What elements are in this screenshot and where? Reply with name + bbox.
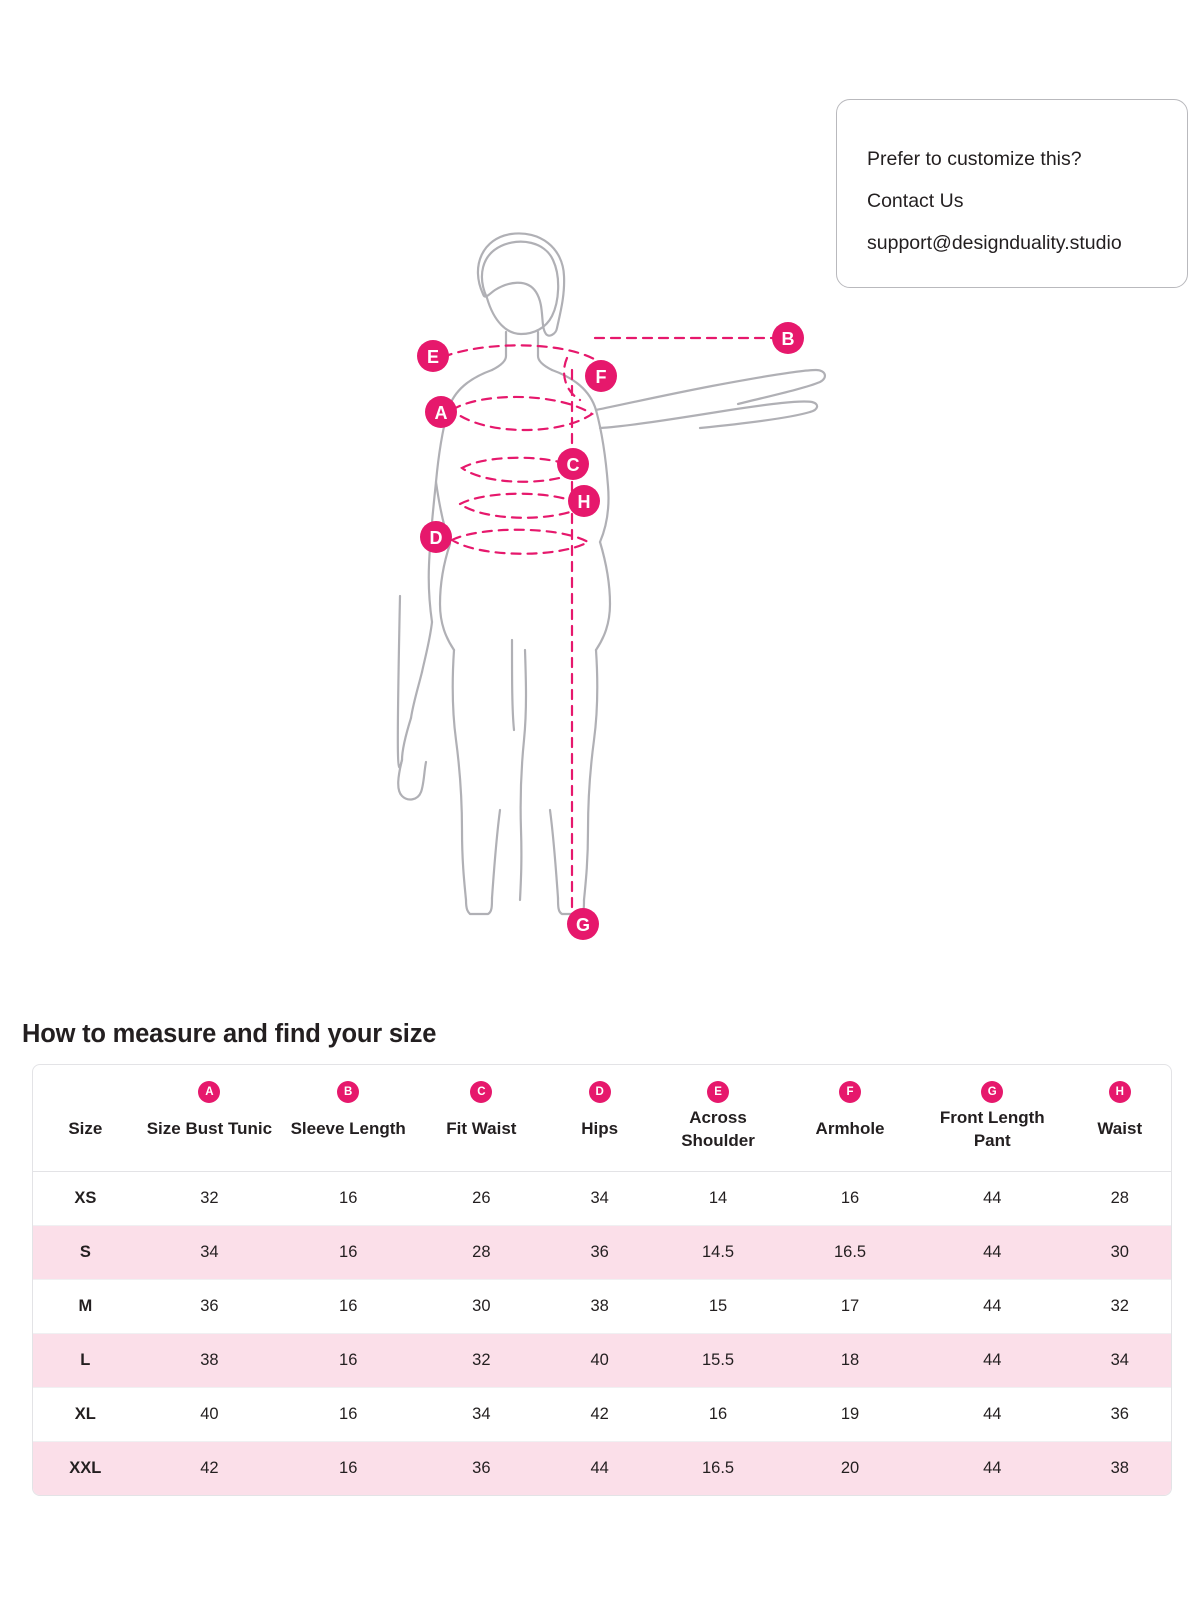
cell-hips: 34 [547,1171,652,1225]
cell-waist: 36 [1069,1387,1171,1441]
row-size-label: XS [33,1171,138,1225]
column-header-hips: Hips [547,1105,652,1171]
badge-e-icon: E [707,1081,729,1103]
marker-e [417,340,449,372]
contact-us-link[interactable]: Contact Us [867,190,964,212]
cell-sleeve-length: 16 [281,1441,415,1495]
cell-front-length-pant: 44 [916,1171,1068,1225]
badge-cell-empty [33,1065,138,1105]
cell-waist: 30 [1069,1225,1171,1279]
cell-size-bust-tunic: 32 [138,1171,281,1225]
cell-sleeve-length: 16 [281,1279,415,1333]
cell-fit-waist: 30 [415,1279,547,1333]
table-row [33,1387,1171,1441]
badge-cell-e [652,1065,784,1105]
cell-sleeve-length: 16 [281,1387,415,1441]
table-badge-row [33,1065,1171,1105]
table-row [33,1171,1171,1225]
cell-hips: 36 [547,1225,652,1279]
size-table-container [32,1064,1172,1496]
cell-size-bust-tunic: 42 [138,1441,281,1495]
marker-badges [417,322,804,940]
line-d [452,530,588,554]
svg-text:H: H [577,492,591,512]
table-row [33,1441,1171,1495]
cell-waist: 34 [1069,1333,1171,1387]
badge-f-icon: F [839,1081,861,1103]
page-title: How to measure and find your size [22,1020,437,1048]
column-header-sleeve-length: Sleeve Length [281,1105,415,1171]
cell-armhole: 19 [784,1387,916,1441]
badge-cell-c [415,1065,547,1105]
svg-text:A: A [434,403,448,423]
cell-fit-waist: 34 [415,1387,547,1441]
measurement-figure [0,210,1200,980]
cell-front-length-pant: 44 [916,1279,1068,1333]
cell-fit-waist: 36 [415,1441,547,1495]
cell-sleeve-length: 16 [281,1225,415,1279]
row-size-label: XXL [33,1441,138,1495]
marker-b [772,322,804,354]
support-email[interactable]: support@designduality.studio [867,232,1122,254]
svg-text:B: B [781,329,795,349]
cell-hips: 44 [547,1441,652,1495]
cell-front-length-pant: 44 [916,1387,1068,1441]
cell-armhole: 16.5 [784,1225,916,1279]
svg-text:C: C [566,455,580,475]
cell-size-bust-tunic: 40 [138,1387,281,1441]
cell-size-bust-tunic: 38 [138,1333,281,1387]
cell-front-length-pant: 44 [916,1441,1068,1495]
marker-f [585,360,617,392]
cell-hips: 38 [547,1279,652,1333]
badge-cell-b [281,1065,415,1105]
badge-h-icon: H [1109,1081,1131,1103]
table-row [33,1333,1171,1387]
marker-a [425,396,457,428]
cell-waist: 28 [1069,1171,1171,1225]
cell-waist: 38 [1069,1441,1171,1495]
cell-across-shoulder: 14 [652,1171,784,1225]
cell-across-shoulder: 16.5 [652,1441,784,1495]
svg-text:E: E [426,347,440,367]
cell-armhole: 20 [784,1441,916,1495]
cell-across-shoulder: 16 [652,1387,784,1441]
line-h [460,494,584,518]
marker-d [420,521,452,553]
badge-c-icon: C [470,1081,492,1103]
cell-across-shoulder: 15 [652,1279,784,1333]
badge-g-icon: G [981,1081,1003,1103]
badge-cell-a [138,1065,281,1105]
cell-armhole: 17 [784,1279,916,1333]
table-row [33,1279,1171,1333]
customize-prompt: Prefer to customize this? [867,148,1082,170]
cell-fit-waist: 28 [415,1225,547,1279]
column-header-waist: Waist [1069,1105,1171,1171]
column-header-fit-waist: Fit Waist [415,1105,547,1171]
size-table [33,1065,1171,1495]
badge-d-icon: D [589,1081,611,1103]
cell-size-bust-tunic: 34 [138,1225,281,1279]
row-size-label: XL [33,1387,138,1441]
badge-a-icon: A [198,1081,220,1103]
table-row [33,1225,1171,1279]
cell-across-shoulder: 14.5 [652,1225,784,1279]
cell-armhole: 18 [784,1333,916,1387]
row-size-label: L [33,1333,138,1387]
badge-cell-g [916,1065,1068,1105]
line-e [443,345,596,360]
marker-h [568,485,600,517]
badge-b-icon: B [337,1081,359,1103]
svg-text:F: F [595,367,607,387]
cell-fit-waist: 32 [415,1333,547,1387]
svg-text:D: D [429,528,443,548]
cell-armhole: 16 [784,1171,916,1225]
badge-cell-d [547,1065,652,1105]
column-header-size: Size [33,1105,138,1171]
column-header-armhole: Armhole [784,1105,916,1171]
cell-size-bust-tunic: 36 [138,1279,281,1333]
cell-fit-waist: 26 [415,1171,547,1225]
cell-hips: 42 [547,1387,652,1441]
column-header-front-length-pant: Front Length Pant [916,1105,1068,1171]
column-header-size-bust-tunic: Size Bust Tunic [138,1105,281,1171]
badge-cell-h [1069,1065,1171,1105]
table-header-row [33,1105,1171,1171]
cell-sleeve-length: 16 [281,1333,415,1387]
cell-front-length-pant: 44 [916,1333,1068,1387]
row-size-label: S [33,1225,138,1279]
row-size-label: M [33,1279,138,1333]
cell-front-length-pant: 44 [916,1225,1068,1279]
marker-g [567,908,599,940]
cell-sleeve-length: 16 [281,1171,415,1225]
body-outline [398,233,825,914]
cell-hips: 40 [547,1333,652,1387]
badge-cell-f [784,1065,916,1105]
cell-waist: 32 [1069,1279,1171,1333]
svg-text:G: G [575,915,591,935]
column-header-across-shoulder: Across Shoulder [652,1105,784,1171]
cell-across-shoulder: 15.5 [652,1333,784,1387]
marker-c [557,448,589,480]
